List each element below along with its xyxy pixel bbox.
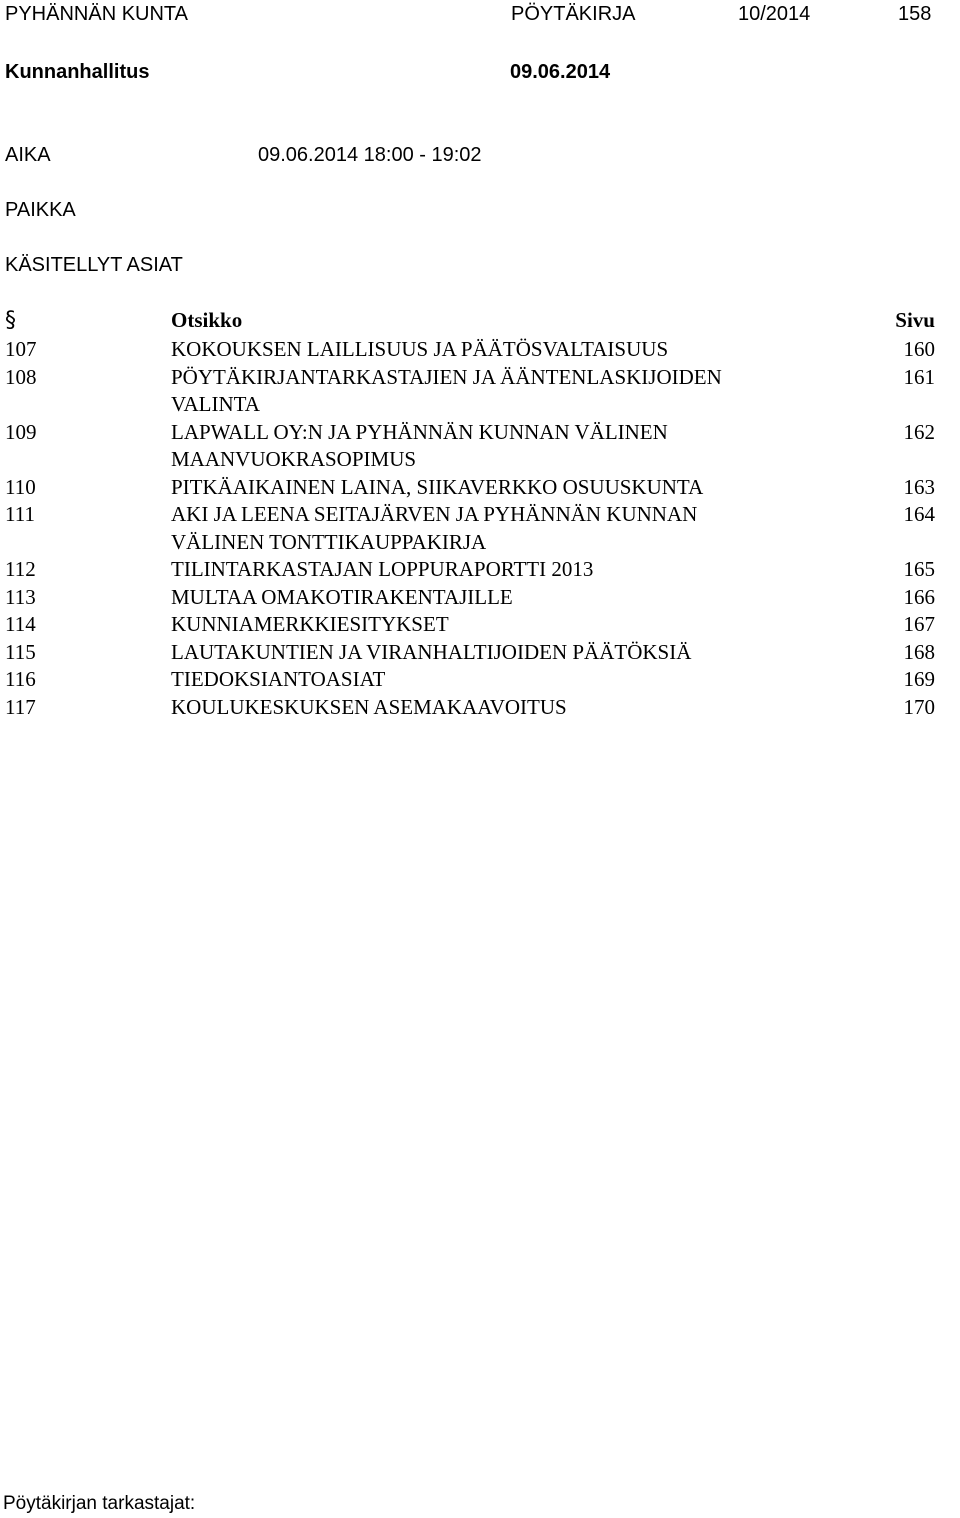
topics-label: KÄSITELLYT ASIAT [5,254,183,276]
agenda-row [5,584,935,612]
agenda-item-page: 166 [903,584,935,609]
column-header-title: Otsikko [171,308,243,332]
agenda-item-page: 165 [903,557,935,581]
agenda-item-page: 170 [903,694,935,719]
column-header-page: Sivu [895,308,935,332]
agenda-item-number: 109 [5,419,37,444]
governing-body: Kunnanhallitus [5,61,150,83]
agenda-table [5,308,935,721]
agenda-item-number: 116 [5,667,36,691]
meeting-date: 09.06.2014 [510,61,611,83]
time-label: AIKA [5,144,51,166]
place-label: PAIKKA [5,199,76,221]
agenda-item-page: 163 [903,474,935,499]
agenda-item-title: KOULUKESKUKSEN ASEMAKAAVOITUS [171,694,567,719]
agenda-item-title: LAUTAKUNTIEN JA VIRANHALTIJOIDEN PÄÄTÖKSIÄ [171,639,692,664]
time-value: 09.06.2014 18:00 - 19:02 [258,144,482,166]
agenda-item-page: 168 [903,639,935,664]
agenda-row [5,556,935,584]
agenda-item-number: 113 [5,584,36,609]
agenda-item-title: TILINTARKASTAJAN LOPPURAPORTTI 2013 [171,557,594,581]
agenda-item-page: 164 [903,502,935,526]
document-type: PÖYTÄKIRJA [511,3,636,25]
agenda-item-page: 160 [903,337,935,361]
agenda-item-title: MULTAA OMAKOTIRAKENTAJILLE [171,584,513,609]
agenda-item-number: 108 [5,364,37,389]
agenda-row [5,694,935,722]
agenda-item-number: 111 [5,502,35,526]
reviewers-label: Pöytäkirjan tarkastajat: [3,1493,196,1514]
agenda-row [5,364,935,419]
agenda-item-page: 169 [903,667,935,691]
document-number: 10/2014 [738,3,811,25]
agenda-rows [5,336,935,721]
page-number: 158 [898,3,932,25]
agenda-item-title: KOKOUKSEN LAILLISUUS JA PÄÄTÖSVALTAISUUS [171,337,669,361]
section-sign-icon: § [5,308,16,333]
agenda-item-title: AKI JA LEENA SEITAJÄRVEN JA PYHÄNNÄN KUNNAN VÄLINEN TONTTIKAUPPAKIRJA [171,502,698,554]
agenda-item-title: KUNNIAMERKKIESITYKSET [171,612,449,636]
agenda-item-title: PÖYTÄKIRJANTARKASTAJIEN JA ÄÄNTENLASKIJOIDEN VALINTA [171,364,722,416]
agenda-row [5,501,935,556]
municipality-name: PYHÄNNÄN KUNTA [5,3,188,25]
agenda-item-title: TIEDOKSIANTOASIAT [171,667,386,691]
agenda-item-number: 114 [5,612,36,636]
agenda-item-title: PITKÄAIKAINEN LAINA, SIIKAVERKKO OSUUSKUNTA [171,474,704,499]
agenda-row [5,639,935,667]
agenda-row [5,336,935,364]
agenda-item-number: 110 [5,474,36,499]
agenda-row [5,474,935,502]
agenda-row [5,666,935,694]
agenda-item-number: 107 [5,337,37,361]
agenda-item-number: 117 [5,694,36,719]
agenda-item-number: 112 [5,557,36,581]
agenda-row [5,419,935,474]
agenda-item-page: 167 [903,612,935,636]
agenda-item-page: 161 [903,364,935,389]
agenda-table-header [5,308,935,336]
agenda-item-title: LAPWALL OY:N JA PYHÄNNÄN KUNNAN VÄLINEN MAANVUOKRASOPIMUS [171,419,668,471]
agenda-item-page: 162 [903,419,935,444]
agenda-row [5,611,935,639]
agenda-item-number: 115 [5,639,36,664]
